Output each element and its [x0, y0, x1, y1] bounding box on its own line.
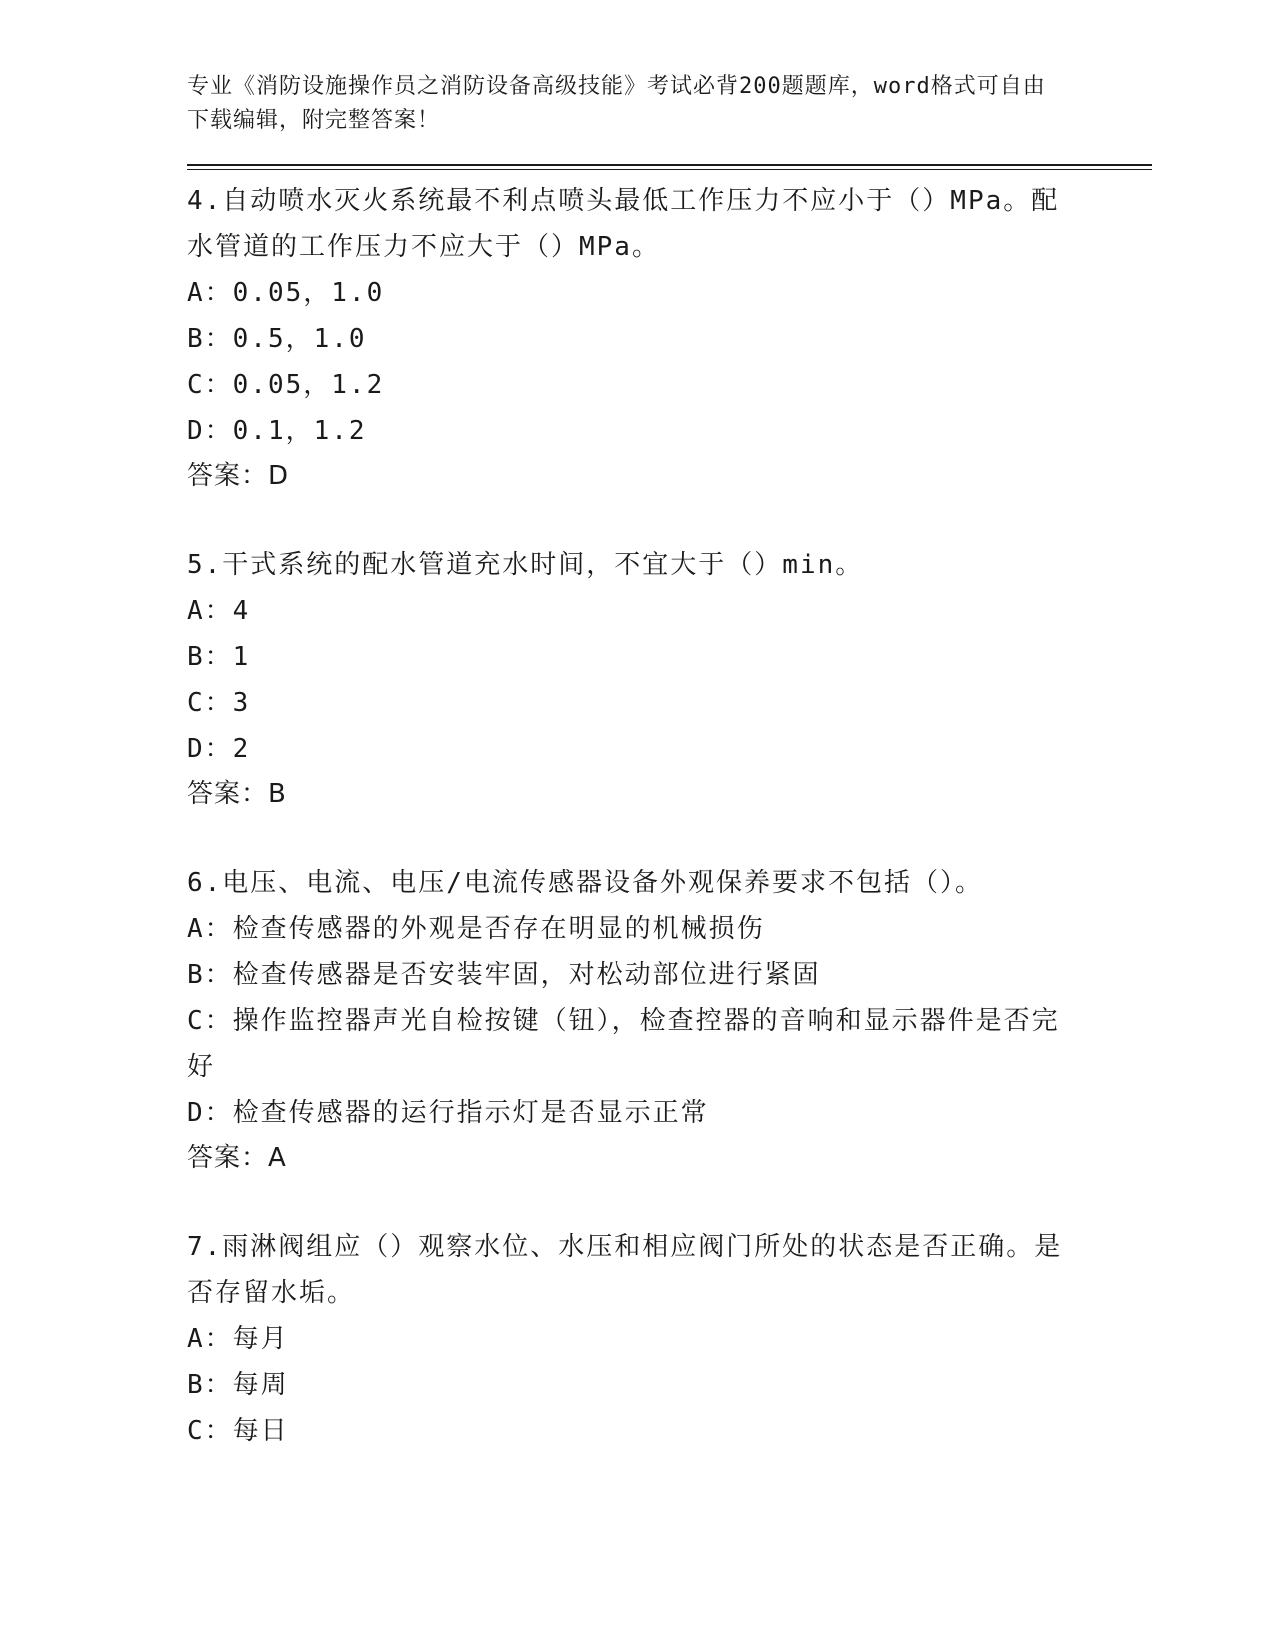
question-stem: 5.干式系统的配水管道充水时间，不宜大于（）min。	[187, 550, 864, 580]
document-page	[187, 70, 1147, 1498]
option-b: B：检查传感器是否安装牢固，对松动部位进行紧固	[187, 960, 821, 990]
option-d: D：检查传感器的运行指示灯是否显示正常	[187, 1098, 709, 1128]
question-5	[187, 542, 1147, 816]
option-list	[187, 588, 1147, 772]
option-c: C：每日	[187, 1416, 289, 1446]
option-b: B：0.5，1.0	[187, 324, 367, 354]
option-list	[187, 1316, 1147, 1454]
option-c: C：3	[187, 688, 251, 718]
option-a: A：每月	[187, 1324, 289, 1354]
question-stem: 4.自动喷水灭火系统最不利点喷头最低工作压力不应小于（）MPa。配水管道的工作压力不应大于（）MPa。	[187, 186, 1060, 262]
question-stem: 7.雨淋阀组应（）观察水位、水压和相应阀门所处的状态是否正确。是否存留水垢。	[187, 1232, 1063, 1308]
option-c: C：操作监控器声光自检按键（钮），检查控器的音响和显示器件是否完好	[187, 1006, 1060, 1082]
option-b: B：每周	[187, 1370, 289, 1400]
option-b: B：1	[187, 642, 251, 672]
answer: 答案：A	[187, 1143, 287, 1173]
option-a: A：0.05，1.0	[187, 278, 385, 308]
question-6	[187, 860, 1147, 1180]
option-list	[187, 270, 1147, 454]
question-list	[187, 178, 1147, 1454]
question-7	[187, 1224, 1147, 1454]
option-d: D：0.1，1.2	[187, 416, 367, 446]
answer: 答案：B	[187, 779, 287, 809]
header-divider	[187, 164, 1152, 170]
option-c: C：0.05，1.2	[187, 370, 385, 400]
question-stem: 6.电压、电流、电压/电流传感器设备外观保养要求不包括（）。	[187, 868, 983, 898]
option-a: A：4	[187, 596, 251, 626]
question-4	[187, 178, 1147, 498]
option-d: D：2	[187, 734, 251, 764]
option-list	[187, 906, 1147, 1136]
document-header: 专业《消防设施操作员之消防设备高级技能》考试必背200题题库，word格式可自由下载编辑，附完整答案！	[187, 74, 1046, 133]
option-a: A：检查传感器的外观是否存在明显的机械损伤	[187, 914, 765, 944]
answer: 答案：D	[187, 461, 290, 491]
